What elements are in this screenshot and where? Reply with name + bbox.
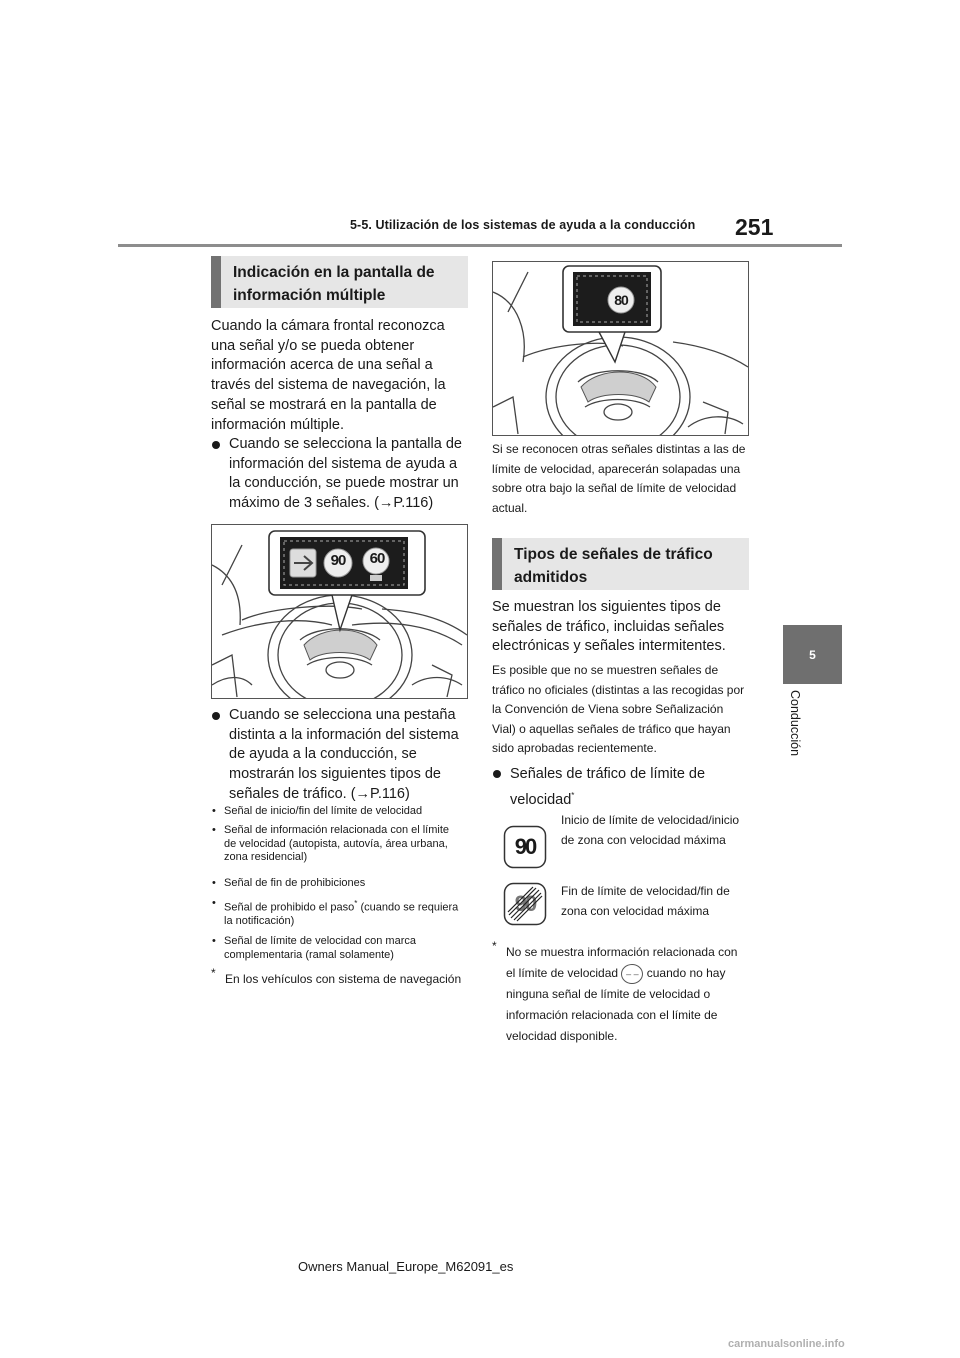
- bullet-icon: [212, 712, 220, 720]
- bullet-item: [229, 435, 467, 514]
- list-item: [224, 897, 462, 929]
- footnote-text: [506, 942, 749, 1047]
- dashboard-illustration: [212, 525, 467, 698]
- figure-caption: Si se reconocen otras señales distintas a las de límite de velocidad, aparecerán solapadas una sobre otra bajo la señal de límite de velocidad actual.: [492, 442, 746, 515]
- sign-value: 80: [614, 292, 628, 308]
- page-number: 251: [735, 214, 774, 240]
- strike-lines-icon: [503, 882, 547, 926]
- document-id: Owners Manual_Europe_M62091_es: [298, 1259, 514, 1274]
- intro-paragraph: Se muestran los siguientes tipos de señales de tráfico, incluidas señales electrónicas y señales intermitentes.: [492, 599, 726, 655]
- bullet-text: Cuando se selecciona la pantalla de información del sistema de ayuda a la conducción, se puede mostrar un máximo de 3 señales. (→P.116): [229, 436, 462, 512]
- figure-multi-sign-display: [211, 524, 468, 699]
- bullet-item: [229, 706, 467, 805]
- section-heading-sign-types: Tipos de señales de tráfico admitidos: [492, 538, 749, 590]
- sign-description: Inicio de límite de velocidad/inicio de zona con velocidad máxima: [561, 813, 740, 847]
- bullet-item: [510, 763, 748, 811]
- dashboard-illustration: [493, 262, 748, 435]
- bullet-icon: [212, 441, 220, 449]
- bullet-text: Cuando se selecciona una pestaña distinta a la información del sistema de ayuda a la conducción, se mostrarán los siguientes tipos de señales de tráfico. (→P.116): [229, 707, 459, 802]
- speed-limit-sign: [503, 825, 547, 869]
- footnote-text-b: cuando no hay ninguna señal de límite de velocidad o información relacionada con el límite de velocidad disponible.: [506, 966, 726, 1043]
- chapter-tab: 5: [783, 625, 842, 684]
- sign-value: 60: [369, 550, 385, 567]
- list-item: • Señal de límite de velocidad con marca complementaria (ramal solamente): [224, 935, 462, 962]
- list-item: • Señal de fin de prohibiciones: [224, 877, 365, 891]
- footnote-text-a: No se muestra información relacionada con el límite de velocidad: [506, 945, 738, 980]
- sign-description: Fin de límite de velocidad/fin de zona con velocidad máxima: [561, 884, 730, 918]
- header-divider: [118, 244, 842, 247]
- chapter-label: [786, 690, 802, 770]
- footnote-marker: *: [571, 791, 575, 800]
- end-speed-limit-sign: [503, 882, 547, 926]
- footnote-marker: *: [211, 966, 216, 980]
- bullet-icon: [493, 770, 501, 778]
- list-item: • Señal de inicio/fin del límite de velocidad: [224, 805, 422, 819]
- no-info-sign-icon: – –: [621, 964, 643, 984]
- footnote-marker: *: [492, 939, 497, 953]
- intro-paragraph: Cuando la cámara frontal reconozca una señal y/o se pueda obtener información acerca de una señal a través del sistema de navegación, la señal se mostrará en la pantalla de información múltiple.: [211, 318, 446, 433]
- chapter-title: Conducción: [788, 690, 802, 757]
- figure-single-sign-display: [492, 261, 749, 436]
- list-item: • Señal de información relacionada con el límite de velocidad (autopista, autovía, área urbana, zona residencial): [224, 824, 462, 865]
- sign-value: 90: [514, 834, 536, 859]
- watermark: carmanualsonline.info: [728, 1338, 845, 1350]
- section-heading-display: Indicación en la pantalla de información múltiple: [211, 256, 468, 308]
- footnote-marker: *: [354, 899, 358, 908]
- sign-value: 90: [330, 552, 346, 569]
- note-paragraph: Es posible que no se muestren señales de tráfico no oficiales (distintas a las recogidas por la Convención de Viena sobre Señalización Vial) o aquellas señales de tráfico que hayan sido aprobadas recientemente.: [492, 663, 745, 755]
- footnote-text: En los vehículos con sistema de navegación: [225, 972, 462, 986]
- bullet-text: Señales de tráfico de límite de velocidad: [510, 766, 706, 808]
- list-item-text: (cuando se requiera la notificación): [224, 901, 459, 928]
- list-item-text: Señal de prohibido el paso: [224, 901, 355, 914]
- running-header: 5-5. Utilización de los sistemas de ayuda a la conducción: [350, 218, 696, 232]
